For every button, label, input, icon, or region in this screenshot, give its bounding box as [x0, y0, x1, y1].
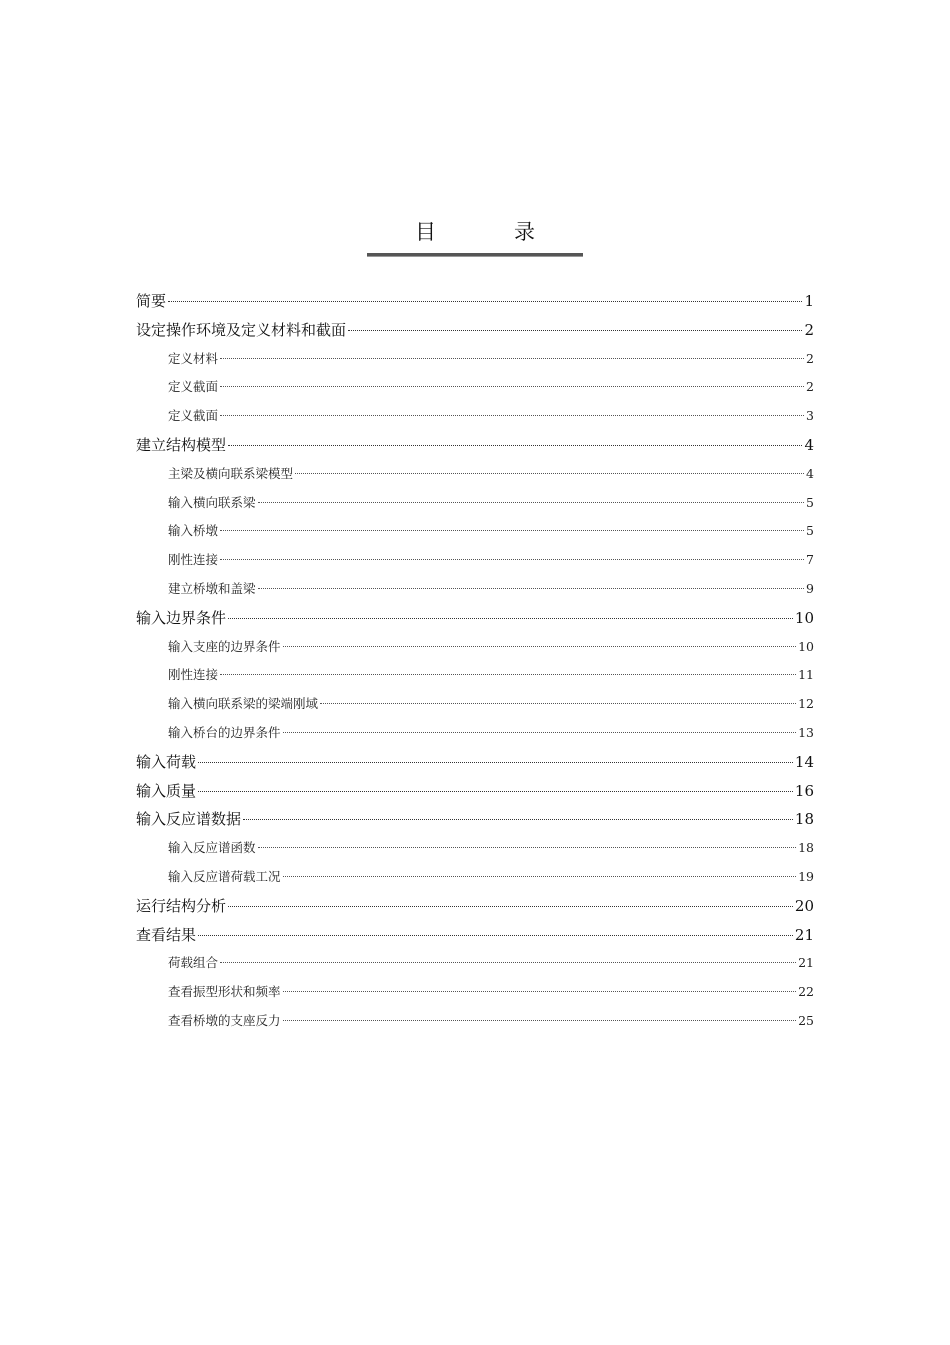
toc-section-entry[interactable]: [136, 690, 814, 719]
toc-dot-leader: [283, 991, 797, 992]
toc-entry-label: 输入桥墩: [168, 523, 219, 539]
toc-section-entry[interactable]: [136, 489, 814, 518]
toc-section-entry[interactable]: [136, 460, 814, 489]
toc-section-entry[interactable]: [136, 373, 814, 402]
toc-chapter-entry[interactable]: [136, 287, 814, 316]
toc-entry-label: 定义截面: [168, 408, 219, 424]
toc-entry-label: 输入反应谱函数: [168, 840, 256, 856]
toc-section-entry[interactable]: [136, 834, 814, 863]
toc-entry-label: 输入反应谱荷载工况: [168, 868, 281, 884]
toc-section-entry[interactable]: [136, 402, 814, 431]
toc-section-entry[interactable]: [136, 546, 814, 575]
toc-entry-label: 输入横向联系梁: [168, 494, 256, 510]
toc-entry-label: 运行结构分析: [136, 896, 227, 915]
toc-dot-leader: [320, 703, 796, 704]
toc-dot-leader: [220, 674, 796, 675]
toc-dot-leader: [283, 732, 797, 733]
toc-entry-label: 定义材料: [168, 350, 219, 366]
toc-entry-label: 荷载组合: [168, 955, 219, 971]
toc-section-entry[interactable]: [136, 949, 814, 978]
toc-heading: [367, 216, 583, 248]
toc-dot-leader: [258, 847, 797, 848]
toc-dot-leader: [258, 588, 805, 589]
toc-section-entry[interactable]: [136, 1007, 814, 1036]
toc-dot-leader: [228, 445, 802, 446]
toc-page-number: 21: [798, 955, 814, 971]
toc-dot-leader: [258, 502, 805, 503]
toc-entry-label: 输入桥台的边界条件: [168, 724, 281, 740]
toc-dot-leader: [198, 762, 793, 763]
toc-section-entry[interactable]: [136, 633, 814, 662]
toc-chapter-entry[interactable]: [136, 777, 814, 806]
toc-chapter-entry[interactable]: [136, 316, 814, 345]
toc-page-number: 7: [806, 552, 814, 568]
toc-dot-leader: [220, 415, 804, 416]
toc-section-entry[interactable]: [136, 863, 814, 892]
toc-page-number: 16: [794, 781, 814, 800]
toc-page-number: 21: [794, 925, 814, 944]
toc-entry-label: 简要: [136, 292, 167, 310]
toc-entry-label: 设定操作环境及定义材料和截面: [136, 320, 347, 339]
toc-dot-leader: [295, 473, 804, 474]
toc-page-number: 19: [798, 868, 814, 884]
toc-page-number: 11: [798, 667, 814, 683]
toc-dot-leader: [220, 530, 804, 531]
toc-dot-leader: [168, 301, 802, 302]
toc-page-number: 12: [798, 696, 814, 712]
toc-page-number: 3: [806, 408, 814, 424]
table-of-contents: [136, 287, 814, 1036]
toc-page-number: 14: [794, 752, 814, 771]
toc-section-entry[interactable]: [136, 661, 814, 690]
page-title-char-1: 目: [415, 220, 436, 244]
toc-page-number: 22: [798, 984, 814, 1000]
toc-entry-label: 输入边界条件: [136, 608, 227, 627]
toc-entry-label: 定义截面: [168, 379, 219, 395]
toc-chapter-entry[interactable]: [136, 748, 814, 777]
toc-page-number: 13: [798, 724, 814, 740]
toc-page-number: 20: [794, 896, 814, 915]
toc-page-number: 5: [806, 494, 814, 510]
page-title: [367, 216, 583, 248]
toc-entry-label: 输入支座的边界条件: [168, 638, 281, 654]
toc-chapter-entry[interactable]: [136, 805, 814, 834]
toc-chapter-entry[interactable]: [136, 431, 814, 460]
toc-page-number: 2: [804, 320, 814, 339]
toc-dot-leader: [198, 935, 793, 936]
toc-page-number: 4: [806, 465, 814, 481]
toc-entry-label: 输入横向联系梁的梁端刚域: [168, 696, 319, 712]
toc-page-number: 10: [794, 608, 814, 627]
toc-chapter-entry[interactable]: [136, 604, 814, 633]
toc-dot-leader: [283, 876, 797, 877]
toc-entry-label: 建立结构模型: [136, 435, 227, 454]
toc-dot-leader: [228, 906, 793, 907]
toc-entry-label: 输入质量: [136, 781, 197, 800]
toc-dot-leader: [283, 1020, 797, 1021]
title-underline: [367, 253, 583, 257]
toc-entry-label: 查看结果: [136, 925, 197, 944]
toc-dot-leader: [198, 791, 793, 792]
toc-entry-label: 输入荷载: [136, 752, 197, 771]
toc-dot-leader: [220, 559, 804, 560]
toc-dot-leader: [228, 618, 793, 619]
toc-dot-leader: [283, 646, 797, 647]
toc-entry-label: 查看振型形状和频率: [168, 984, 281, 1000]
toc-entry-label: 刚性连接: [168, 667, 219, 683]
toc-page-number: 25: [798, 1012, 814, 1028]
toc-section-entry[interactable]: [136, 719, 814, 748]
toc-dot-leader: [220, 358, 804, 359]
toc-entry-label: 建立桥墩和盖梁: [168, 580, 256, 596]
toc-page-number: 9: [806, 580, 814, 596]
toc-section-entry[interactable]: [136, 978, 814, 1007]
toc-chapter-entry[interactable]: [136, 892, 814, 921]
toc-dot-leader: [220, 962, 796, 963]
toc-entry-label: 查看桥墩的支座反力: [168, 1012, 281, 1028]
toc-page-number: 5: [806, 523, 814, 539]
toc-section-entry[interactable]: [136, 575, 814, 604]
toc-entry-label: 刚性连接: [168, 552, 219, 568]
toc-entry-label: 输入反应谱数据: [136, 810, 242, 829]
page-title-char-2: 录: [514, 220, 535, 244]
toc-section-entry[interactable]: [136, 345, 814, 374]
toc-page-number: 4: [804, 435, 814, 454]
toc-dot-leader: [220, 386, 804, 387]
toc-chapter-entry[interactable]: [136, 921, 814, 950]
toc-dot-leader: [243, 819, 793, 820]
toc-page-number: 2: [806, 350, 814, 366]
toc-page-number: 18: [798, 840, 814, 856]
toc-page-number: 1: [804, 292, 814, 310]
toc-section-entry[interactable]: [136, 517, 814, 546]
toc-dot-leader: [348, 330, 802, 331]
toc-page-number: 10: [798, 638, 814, 654]
toc-page-number: 18: [794, 810, 814, 829]
toc-page-number: 2: [806, 379, 814, 395]
toc-entry-label: 主梁及横向联系梁模型: [168, 465, 294, 481]
